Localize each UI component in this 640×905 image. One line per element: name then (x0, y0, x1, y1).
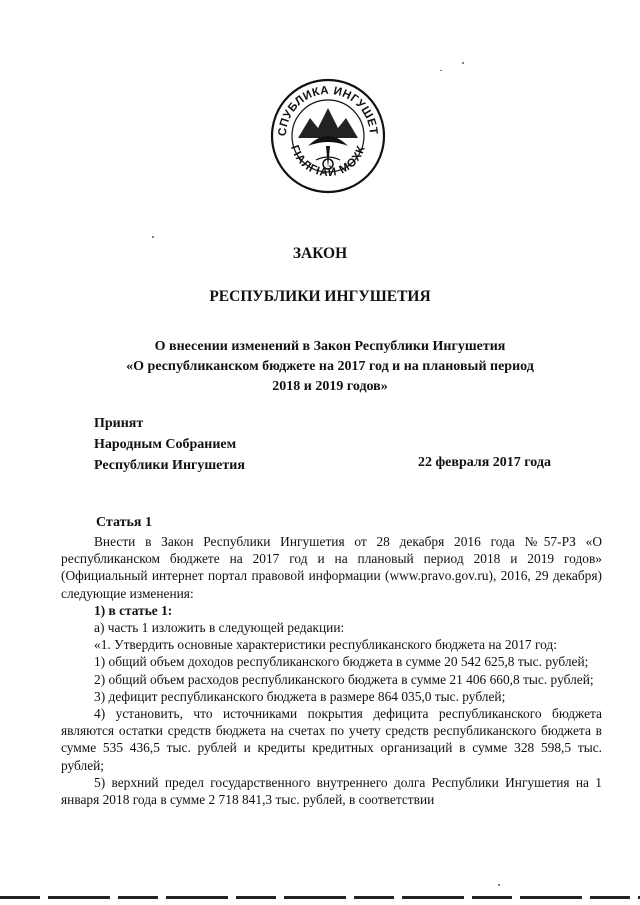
paragraph: 5) верхний предел государственного внутреннего долга Республики Ингушетия на 1 января 2018 года в сумме 2 718 841,3 тыс. рублей, в соответствии (61, 774, 602, 808)
article-body (61, 533, 602, 808)
adoption-date: 22 февраля 2017 года (418, 455, 551, 470)
paragraph: 2) общий объем расходов республиканского бюджета в сумме 21 406 660,8 тыс. рублей; (94, 671, 594, 687)
scan-speck (498, 884, 500, 886)
paragraph: 1) общий объем доходов республиканского бюджета в сумме 20 542 625,8 тыс. рублей; (94, 654, 589, 670)
law-title: ЗАКОН (292, 245, 348, 262)
paragraph: «1. Утвердить основные характеристики республиканского бюджета на 2017 год: (94, 637, 557, 653)
law-heading (60, 337, 600, 397)
law-heading-line: «О республиканском бюджете на 2017 год и на плановый период (126, 359, 534, 374)
scan-speck (152, 236, 154, 238)
paragraph: 3) дефицит республиканского бюджета в размере 864 035,0 тыс. рублей; (94, 688, 506, 704)
scan-speck (440, 70, 442, 71)
adoption-line: Народным Собранием (94, 437, 237, 452)
article-heading: Статья 1 (96, 515, 152, 530)
scan-edge (0, 896, 640, 899)
paragraph: 4) установить, что источниками покрытия дефицита республиканского бюджета являются остатки средств бюджета на счетах по учету средств республиканского бюджета в сумме 535 436,5 тыс. рублей и кредиты кредитных организаций в сумме 328 598,5 тыс. рублей; (61, 706, 602, 773)
adoption-block (94, 413, 245, 476)
paragraph: Внести в Закон Республики Ингушетия от 28 декабря 2016 года №57-РЗ «О республиканском бюджете на 2017 год и на плановый период 2018 и 2019 годов» (Официальный интернет портал правовой информации (www.pravo.gov.ru), 2016, 29 декабря) следующие изменения: (61, 534, 602, 601)
adoption-line: Принят (94, 416, 144, 431)
paragraph: 1) в статье 1: (94, 602, 173, 618)
paragraph: а) часть 1 изложить в следующей редакции: (94, 620, 345, 636)
law-subtitle: РЕСПУБЛИКИ ИНГУШЕТИЯ (209, 288, 431, 305)
emblem (268, 76, 388, 196)
adoption-line: Республики Ингушетия (94, 458, 245, 473)
law-heading-line: 2018 и 2019 годов» (272, 379, 388, 394)
law-heading-line: О внесении изменений в Закон Республики Ингушетия (154, 339, 506, 354)
scan-speck (462, 62, 464, 64)
emblem-bottom-text: ГІАЛГІАЙ МОХК (287, 143, 369, 180)
emblem-top-text: СПУБЛИКА ИНГУШЕТ (276, 84, 380, 137)
